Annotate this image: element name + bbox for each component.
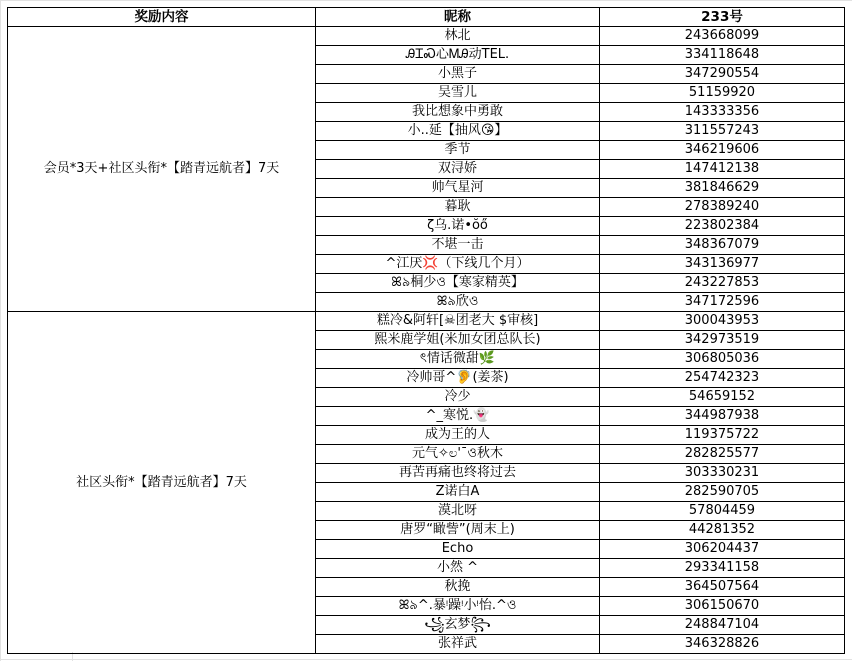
- nickname-cell[interactable]: 熙米鹿学姐(米加女团总队长): [316, 331, 600, 350]
- nickname-cell[interactable]: 冷少: [316, 388, 600, 407]
- nickname-cell[interactable]: 冷帅哥^🦻(姜茶): [316, 369, 600, 388]
- nickname-cell[interactable]: ^江厌💢（下线几个月）: [316, 255, 600, 274]
- nickname-cell[interactable]: 漠北呀: [316, 502, 600, 521]
- id-cell[interactable]: 311557243: [600, 122, 845, 141]
- id-cell[interactable]: 223802384: [600, 217, 845, 236]
- nickname-cell[interactable]: 帅气星河: [316, 179, 600, 198]
- nickname-cell[interactable]: 元气✧ಲ'¯ও秋木: [316, 445, 600, 464]
- id-cell[interactable]: 293341158: [600, 559, 845, 578]
- id-cell[interactable]: 147412138: [600, 160, 845, 179]
- nickname-cell[interactable]: 唐罗“瞰訾”(周末上): [316, 521, 600, 540]
- table-row: [8, 312, 845, 331]
- id-cell[interactable]: 306150670: [600, 597, 845, 616]
- nickname-cell[interactable]: 我比想象中勇敢: [316, 103, 600, 122]
- id-cell[interactable]: 381846629: [600, 179, 845, 198]
- nickname-cell[interactable]: 小..延【抽风😘】: [316, 122, 600, 141]
- header-reward[interactable]: 奖励内容: [8, 8, 316, 27]
- id-cell[interactable]: 347172596: [600, 293, 845, 312]
- nickname-cell[interactable]: ζ乌.诺•ŏő: [316, 217, 600, 236]
- id-cell[interactable]: 278389240: [600, 198, 845, 217]
- nickname-cell[interactable]: 吴雪儿: [316, 84, 600, 103]
- id-cell[interactable]: 364507564: [600, 578, 845, 597]
- id-cell[interactable]: 243227853: [600, 274, 845, 293]
- id-cell[interactable]: 54659152: [600, 388, 845, 407]
- id-cell[interactable]: 51159920: [600, 84, 845, 103]
- nickname-cell[interactable]: 林北: [316, 27, 600, 46]
- id-cell[interactable]: 348367079: [600, 236, 845, 255]
- id-cell[interactable]: 334118648: [600, 46, 845, 65]
- table-body: [8, 27, 845, 654]
- id-cell[interactable]: 306204437: [600, 540, 845, 559]
- nickname-cell[interactable]: 张祥武: [316, 635, 600, 654]
- nickname-cell[interactable]: 双浔娇: [316, 160, 600, 179]
- nickname-cell[interactable]: 暮耿: [316, 198, 600, 217]
- nickname-cell[interactable]: ꕤ৯^.暴ᵎ躁ᵎ小ᵎ怡.^ও: [316, 597, 600, 616]
- nickname-cell[interactable]: 成为王的人: [316, 426, 600, 445]
- id-cell[interactable]: 57804459: [600, 502, 845, 521]
- header-233-id[interactable]: 233号: [600, 8, 845, 27]
- reward-cell[interactable]: 社区头衔*【踏青远航者】7天: [8, 312, 316, 654]
- id-cell[interactable]: 346219606: [600, 141, 845, 160]
- gridline: [0, 0, 1, 661]
- nickname-cell[interactable]: Z诺白A: [316, 483, 600, 502]
- nickname-cell[interactable]: ^_寒悦.👻: [316, 407, 600, 426]
- id-cell[interactable]: 143333356: [600, 103, 845, 122]
- id-cell[interactable]: 282825577: [600, 445, 845, 464]
- id-cell[interactable]: 119375722: [600, 426, 845, 445]
- id-cell[interactable]: 248847104: [600, 616, 845, 635]
- nickname-cell[interactable]: 小黑子: [316, 65, 600, 84]
- nickname-cell[interactable]: ᎯᏆᏍ心ᎷᎯ动TEL.: [316, 46, 600, 65]
- nickname-cell[interactable]: 糕冷&阿轩[☠团老大 $审核]: [316, 312, 600, 331]
- id-cell[interactable]: 347290554: [600, 65, 845, 84]
- id-cell[interactable]: 344987938: [600, 407, 845, 426]
- reward-cell[interactable]: 会员*3天+社区头衔*【踏青远航者】7天: [8, 27, 316, 312]
- gridline: [0, 0, 852, 1]
- id-cell[interactable]: 306805036: [600, 350, 845, 369]
- id-cell[interactable]: 343136977: [600, 255, 845, 274]
- id-cell[interactable]: 44281352: [600, 521, 845, 540]
- nickname-cell[interactable]: 不堪一击: [316, 236, 600, 255]
- table-row: [8, 27, 845, 46]
- nickname-cell[interactable]: ৎ情话微甜🌿: [316, 350, 600, 369]
- id-cell[interactable]: 243668099: [600, 27, 845, 46]
- id-cell[interactable]: 346328826: [600, 635, 845, 654]
- reward-table: [7, 7, 845, 654]
- id-cell[interactable]: 282590705: [600, 483, 845, 502]
- nickname-cell[interactable]: ꧁玄梦꧂: [316, 616, 600, 635]
- header-nickname[interactable]: 昵称: [316, 8, 600, 27]
- nickname-cell[interactable]: 季节: [316, 141, 600, 160]
- id-cell[interactable]: 342973519: [600, 331, 845, 350]
- nickname-cell[interactable]: ꕤ৯欣ও: [316, 293, 600, 312]
- id-cell[interactable]: 300043953: [600, 312, 845, 331]
- nickname-cell[interactable]: ꕤ৯桐少ও【寒家精英】: [316, 274, 600, 293]
- nickname-cell[interactable]: 秋挽: [316, 578, 600, 597]
- header-row: [8, 8, 845, 27]
- gridline: [0, 659, 852, 660]
- id-cell[interactable]: 254742323: [600, 369, 845, 388]
- id-cell[interactable]: 303330231: [600, 464, 845, 483]
- nickname-cell[interactable]: 再苦再痛也终将过去: [316, 464, 600, 483]
- nickname-cell[interactable]: 小然 ^: [316, 559, 600, 578]
- nickname-cell[interactable]: Echo: [316, 540, 600, 559]
